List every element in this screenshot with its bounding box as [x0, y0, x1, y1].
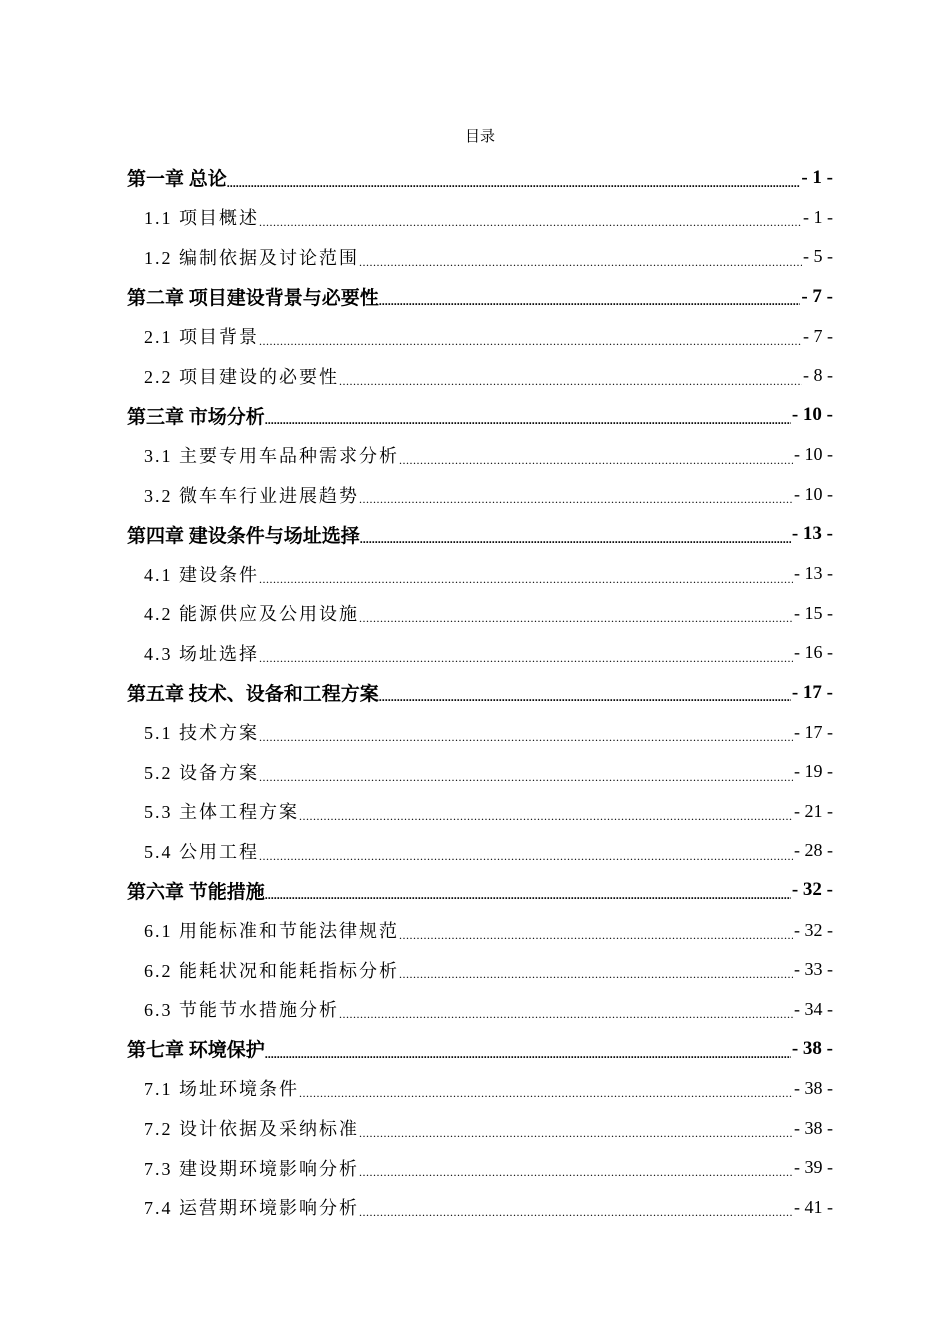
toc-section-entry[interactable]	[144, 712, 833, 752]
toc-page-number: - 19 -	[794, 761, 833, 782]
dot-leader	[359, 493, 793, 514]
toc-page-number: - 17 -	[794, 721, 833, 742]
toc-entry-label: 5.1 技术方案	[144, 723, 259, 744]
dot-leader	[359, 256, 802, 277]
toc-entry-label: 第五章 技术、设备和工程方案	[127, 684, 379, 706]
toc-section-entry[interactable]	[144, 554, 833, 594]
toc-entry-label: 6.3 节能节水措施分析	[144, 1000, 339, 1021]
toc-entry-label: 2.2 项目建设的必要性	[144, 366, 339, 387]
toc-entry-label: 7.2 设计依据及采纳标准	[144, 1119, 359, 1140]
toc-chapter-entry[interactable]	[127, 277, 833, 317]
dot-leader	[259, 216, 802, 237]
toc-page-number: - 33 -	[794, 959, 833, 980]
toc-section-entry[interactable]	[144, 198, 833, 238]
dot-leader	[259, 771, 793, 792]
toc-entry-label: 7.4 运营期环境影响分析	[144, 1198, 359, 1219]
toc-page-number: - 10 -	[791, 404, 833, 426]
toc-page-number: - 38 -	[794, 1117, 833, 1138]
dot-leader	[259, 573, 793, 594]
toc-entry-label: 6.1 用能标准和节能法律规范	[144, 921, 399, 942]
toc-entry-label: 1.1 项目概述	[144, 208, 259, 229]
toc-section-entry[interactable]	[144, 356, 833, 396]
toc-section-entry[interactable]	[144, 1148, 833, 1188]
toc-page-number: - 5 -	[803, 246, 833, 267]
toc-entry-label: 1.2 编制依据及讨论范围	[144, 247, 359, 268]
toc-chapter-entry[interactable]	[127, 514, 833, 554]
toc-entry-label: 3.2 微车车行业进展趋势	[144, 485, 359, 506]
toc-page-number: - 13 -	[791, 523, 833, 545]
toc-section-entry[interactable]	[144, 1187, 833, 1227]
toc-section-entry[interactable]	[144, 831, 833, 871]
dot-leader	[360, 533, 791, 554]
toc-page-number: - 10 -	[794, 444, 833, 465]
toc-title: 目录	[464, 129, 495, 145]
toc-entry-label: 5.3 主体工程方案	[144, 802, 299, 823]
toc-page-number: - 8 -	[803, 365, 833, 386]
dot-leader	[379, 691, 791, 712]
toc-entry-label: 5.4 公用工程	[144, 841, 259, 862]
toc-entry-label: 第三章 市场分析	[127, 406, 265, 428]
toc-entry-label: 第二章 项目建设背景与必要性	[127, 288, 379, 310]
toc-page-number: - 28 -	[794, 840, 833, 861]
dot-leader	[299, 810, 793, 831]
toc-entry-label: 7.1 场址环境条件	[144, 1079, 299, 1100]
toc-entry-label: 第四章 建设条件与场址选择	[127, 525, 360, 547]
toc-chapter-entry[interactable]	[127, 673, 833, 713]
toc-chapter-entry[interactable]	[127, 396, 833, 436]
toc-page-number: - 10 -	[794, 484, 833, 505]
toc-page-number: - 1 -	[801, 166, 833, 188]
toc-section-entry[interactable]	[144, 910, 833, 950]
table-of-contents	[0, 158, 950, 1227]
toc-entry-label: 4.1 建设条件	[144, 564, 259, 585]
toc-section-entry[interactable]	[144, 316, 833, 356]
toc-page-number: - 13 -	[794, 563, 833, 584]
toc-entry-label: 3.1 主要专用车品种需求分析	[144, 445, 399, 466]
toc-entry-label: 7.3 建设期环境影响分析	[144, 1158, 359, 1179]
toc-page-number: - 15 -	[794, 602, 833, 623]
toc-page-number: - 39 -	[794, 1157, 833, 1178]
dot-leader	[265, 1048, 791, 1069]
toc-section-entry[interactable]	[144, 1069, 833, 1109]
toc-chapter-entry[interactable]	[127, 871, 833, 911]
toc-section-entry[interactable]	[144, 633, 833, 673]
dot-leader	[359, 612, 793, 633]
toc-page-number: - 32 -	[791, 879, 833, 901]
toc-entry-label: 第七章 环境保护	[127, 1040, 265, 1062]
dot-leader	[399, 968, 793, 989]
dot-leader	[259, 652, 793, 673]
toc-page-number: - 38 -	[794, 1077, 833, 1098]
toc-page-number: - 32 -	[794, 919, 833, 940]
toc-section-entry[interactable]	[144, 435, 833, 475]
toc-entry-label: 5.2 设备方案	[144, 762, 259, 783]
toc-section-entry[interactable]	[144, 950, 833, 990]
toc-entry-label: 6.2 能耗状况和能耗指标分析	[144, 960, 399, 981]
toc-page-number: - 16 -	[794, 642, 833, 663]
dot-leader	[265, 889, 791, 910]
toc-chapter-entry[interactable]	[127, 1029, 833, 1069]
toc-section-entry[interactable]	[144, 237, 833, 277]
toc-section-entry[interactable]	[144, 989, 833, 1029]
toc-section-entry[interactable]	[144, 1108, 833, 1148]
dot-leader	[259, 335, 802, 356]
dot-leader	[339, 375, 802, 396]
dot-leader	[259, 731, 793, 752]
dot-leader	[265, 414, 791, 435]
toc-page-number: - 34 -	[794, 998, 833, 1019]
dot-leader	[227, 177, 801, 198]
dot-leader	[399, 929, 793, 950]
dot-leader	[259, 850, 793, 871]
dot-leader	[299, 1087, 793, 1108]
toc-page-number: - 1 -	[803, 206, 833, 227]
toc-page-number: - 38 -	[791, 1037, 833, 1059]
toc-page-number: - 41 -	[794, 1196, 833, 1217]
toc-page-number: - 21 -	[794, 800, 833, 821]
toc-section-entry[interactable]	[144, 475, 833, 515]
toc-entry-label: 4.2 能源供应及公用设施	[144, 604, 359, 625]
toc-page-number: - 7 -	[801, 285, 833, 307]
dot-leader	[359, 1166, 793, 1187]
toc-entry-label: 4.3 场址选择	[144, 643, 259, 664]
toc-entry-label: 第六章 节能措施	[127, 881, 265, 903]
toc-section-entry[interactable]	[144, 594, 833, 634]
toc-section-entry[interactable]	[144, 752, 833, 792]
dot-leader	[339, 1008, 793, 1029]
dot-leader	[359, 1206, 793, 1227]
toc-chapter-entry[interactable]	[127, 158, 833, 198]
toc-page-number: - 17 -	[791, 681, 833, 703]
dot-leader	[379, 295, 801, 316]
toc-entry-label: 2.1 项目背景	[144, 327, 259, 348]
dot-leader	[359, 1127, 793, 1148]
toc-section-entry[interactable]	[144, 792, 833, 832]
toc-page-number: - 7 -	[803, 325, 833, 346]
dot-leader	[399, 454, 793, 475]
toc-entry-label: 第一章 总论	[127, 169, 227, 191]
